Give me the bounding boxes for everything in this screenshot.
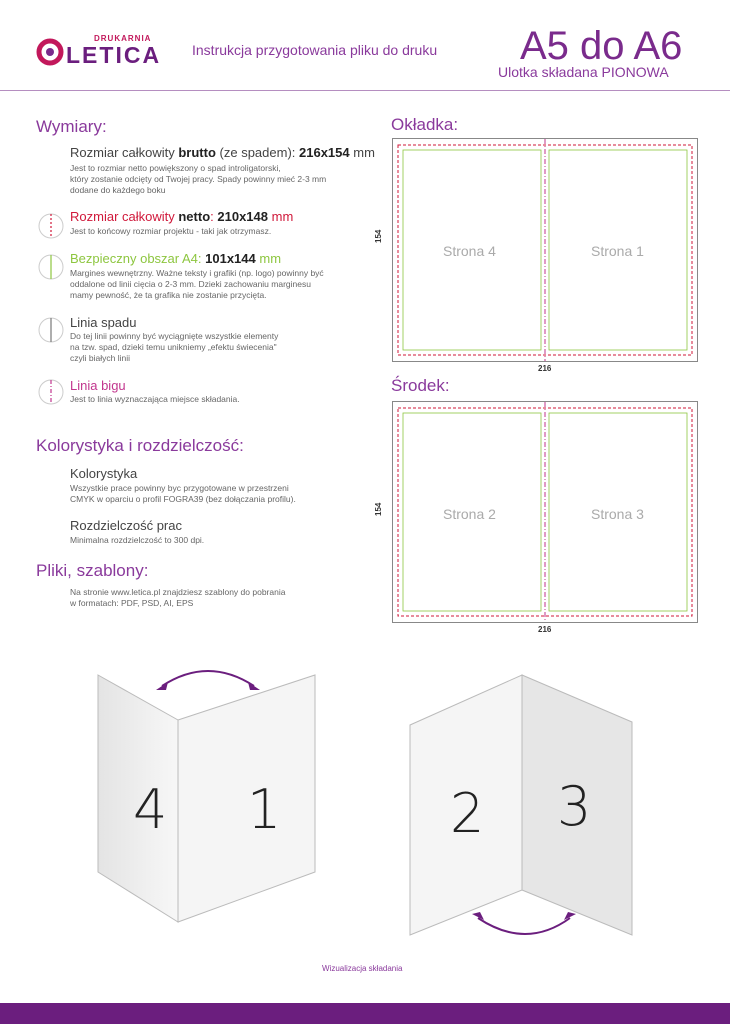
middle-width-label: 216 [538, 625, 552, 634]
cover-left-page-label: Strona 4 [443, 243, 496, 259]
kolorystyka-heading: Kolorystyka [70, 466, 138, 481]
rotate-arrow-icon [478, 918, 570, 934]
safe-area-heading: Bezpieczny obszar A4: 101x144 mm [70, 251, 282, 266]
inside-left-number: 2 [450, 782, 485, 845]
page-subtitle: Ulotka składana PIONOWA [498, 64, 669, 80]
middle-left-page-label: Strona 2 [443, 506, 496, 522]
page-title: A5 do A6 [520, 24, 683, 68]
bleed-line-icon [37, 315, 65, 345]
section-heading-colors: Kolorystyka i rozdzielczość: [36, 436, 244, 455]
outside-left-number: 4 [133, 778, 168, 841]
middle-heading: Środek: [391, 376, 450, 395]
section-heading-dimensions: Wymiary: [36, 117, 107, 136]
fold-visual-outside [90, 660, 330, 940]
logo-big-text: LETICA [66, 42, 162, 68]
footer-band [0, 1003, 730, 1024]
cover-width-label: 216 [538, 364, 552, 373]
middle-guides [393, 402, 697, 622]
fold-heading: Linia bigu [70, 378, 126, 393]
middle-right-page-label: Strona 3 [591, 506, 644, 522]
brutto-heading: Rozmiar całkowity brutto (ze spadem): 216x154 mm [70, 145, 375, 160]
logo [36, 24, 162, 68]
section-heading-files: Pliki, szablony: [36, 561, 149, 580]
netto-description: Jest to końcowy rozmiar projektu - taki jak otrzymasz. [70, 226, 272, 236]
safe-line-icon [37, 252, 65, 282]
safe-area-description: Margines wewnętrzny. Ważne teksty i grafiki (np. logo) powinny być oddalone od linii cięcia o 2-3 mm. Dzieki zachowaniu marginesu mamy pewność, że ta grafika nie zostanie przycięta. [70, 268, 324, 300]
fold-line-icon [37, 377, 65, 407]
kolorystyka-description: Wszystkie prace powinny byc przygotowane w przestrzeni CMYK w oparciu o profil FOGRA39 (bez dołączania profilu). [70, 483, 296, 504]
resolution-heading: Rozdzielczość prac [70, 518, 182, 533]
middle-height-label: 154 [374, 502, 383, 516]
bleed-description: Do tej linii powinny być wyciągnięte wszystkie elementy na tzw. spad, dzieki temu unikniemy „efektu świecenia" czyli białych linii [70, 331, 279, 363]
logo-ring-icon [36, 38, 64, 66]
cover-guides [393, 139, 697, 361]
brutto-description: Jest to rozmiar netto powiększony o spad introligatorski, który zostanie odcięty od Twojej pracy. Spady powinny mieć 2-3 mm dodane do każdego boku [70, 163, 327, 195]
cover-template [392, 138, 698, 362]
middle-template [392, 401, 698, 623]
logo-small-text: DRUKARNIA [94, 34, 152, 43]
bleed-heading: Linia spadu [70, 315, 137, 330]
outside-right-number: 1 [247, 778, 282, 841]
netto-heading: Rozmiar całkowity netto: 210x148 mm [70, 209, 294, 224]
fold-visual-inside [400, 660, 650, 950]
fold-description: Jest to linia wyznaczająca miejsce składania. [70, 394, 240, 404]
rotate-arrow-icon [162, 671, 254, 686]
cover-height-label: 154 [374, 229, 383, 243]
cover-right-page-label: Strona 1 [591, 243, 644, 259]
files-description: Na stronie www.letica.pl znajdziesz szablony do pobrania w formatach: PDF, PSD, AI, EPS [70, 587, 286, 608]
netto-line-icon [37, 211, 65, 241]
resolution-description: Minimalna rozdzielczość to 300 dpi. [70, 535, 205, 545]
header-instruction: Instrukcja przygotowania pliku do druku [192, 42, 438, 58]
visualization-caption: Wizualizacja składania [322, 964, 403, 973]
inside-right-number: 3 [557, 775, 592, 838]
cover-heading: Okładka: [391, 115, 459, 134]
header-divider [0, 90, 730, 91]
